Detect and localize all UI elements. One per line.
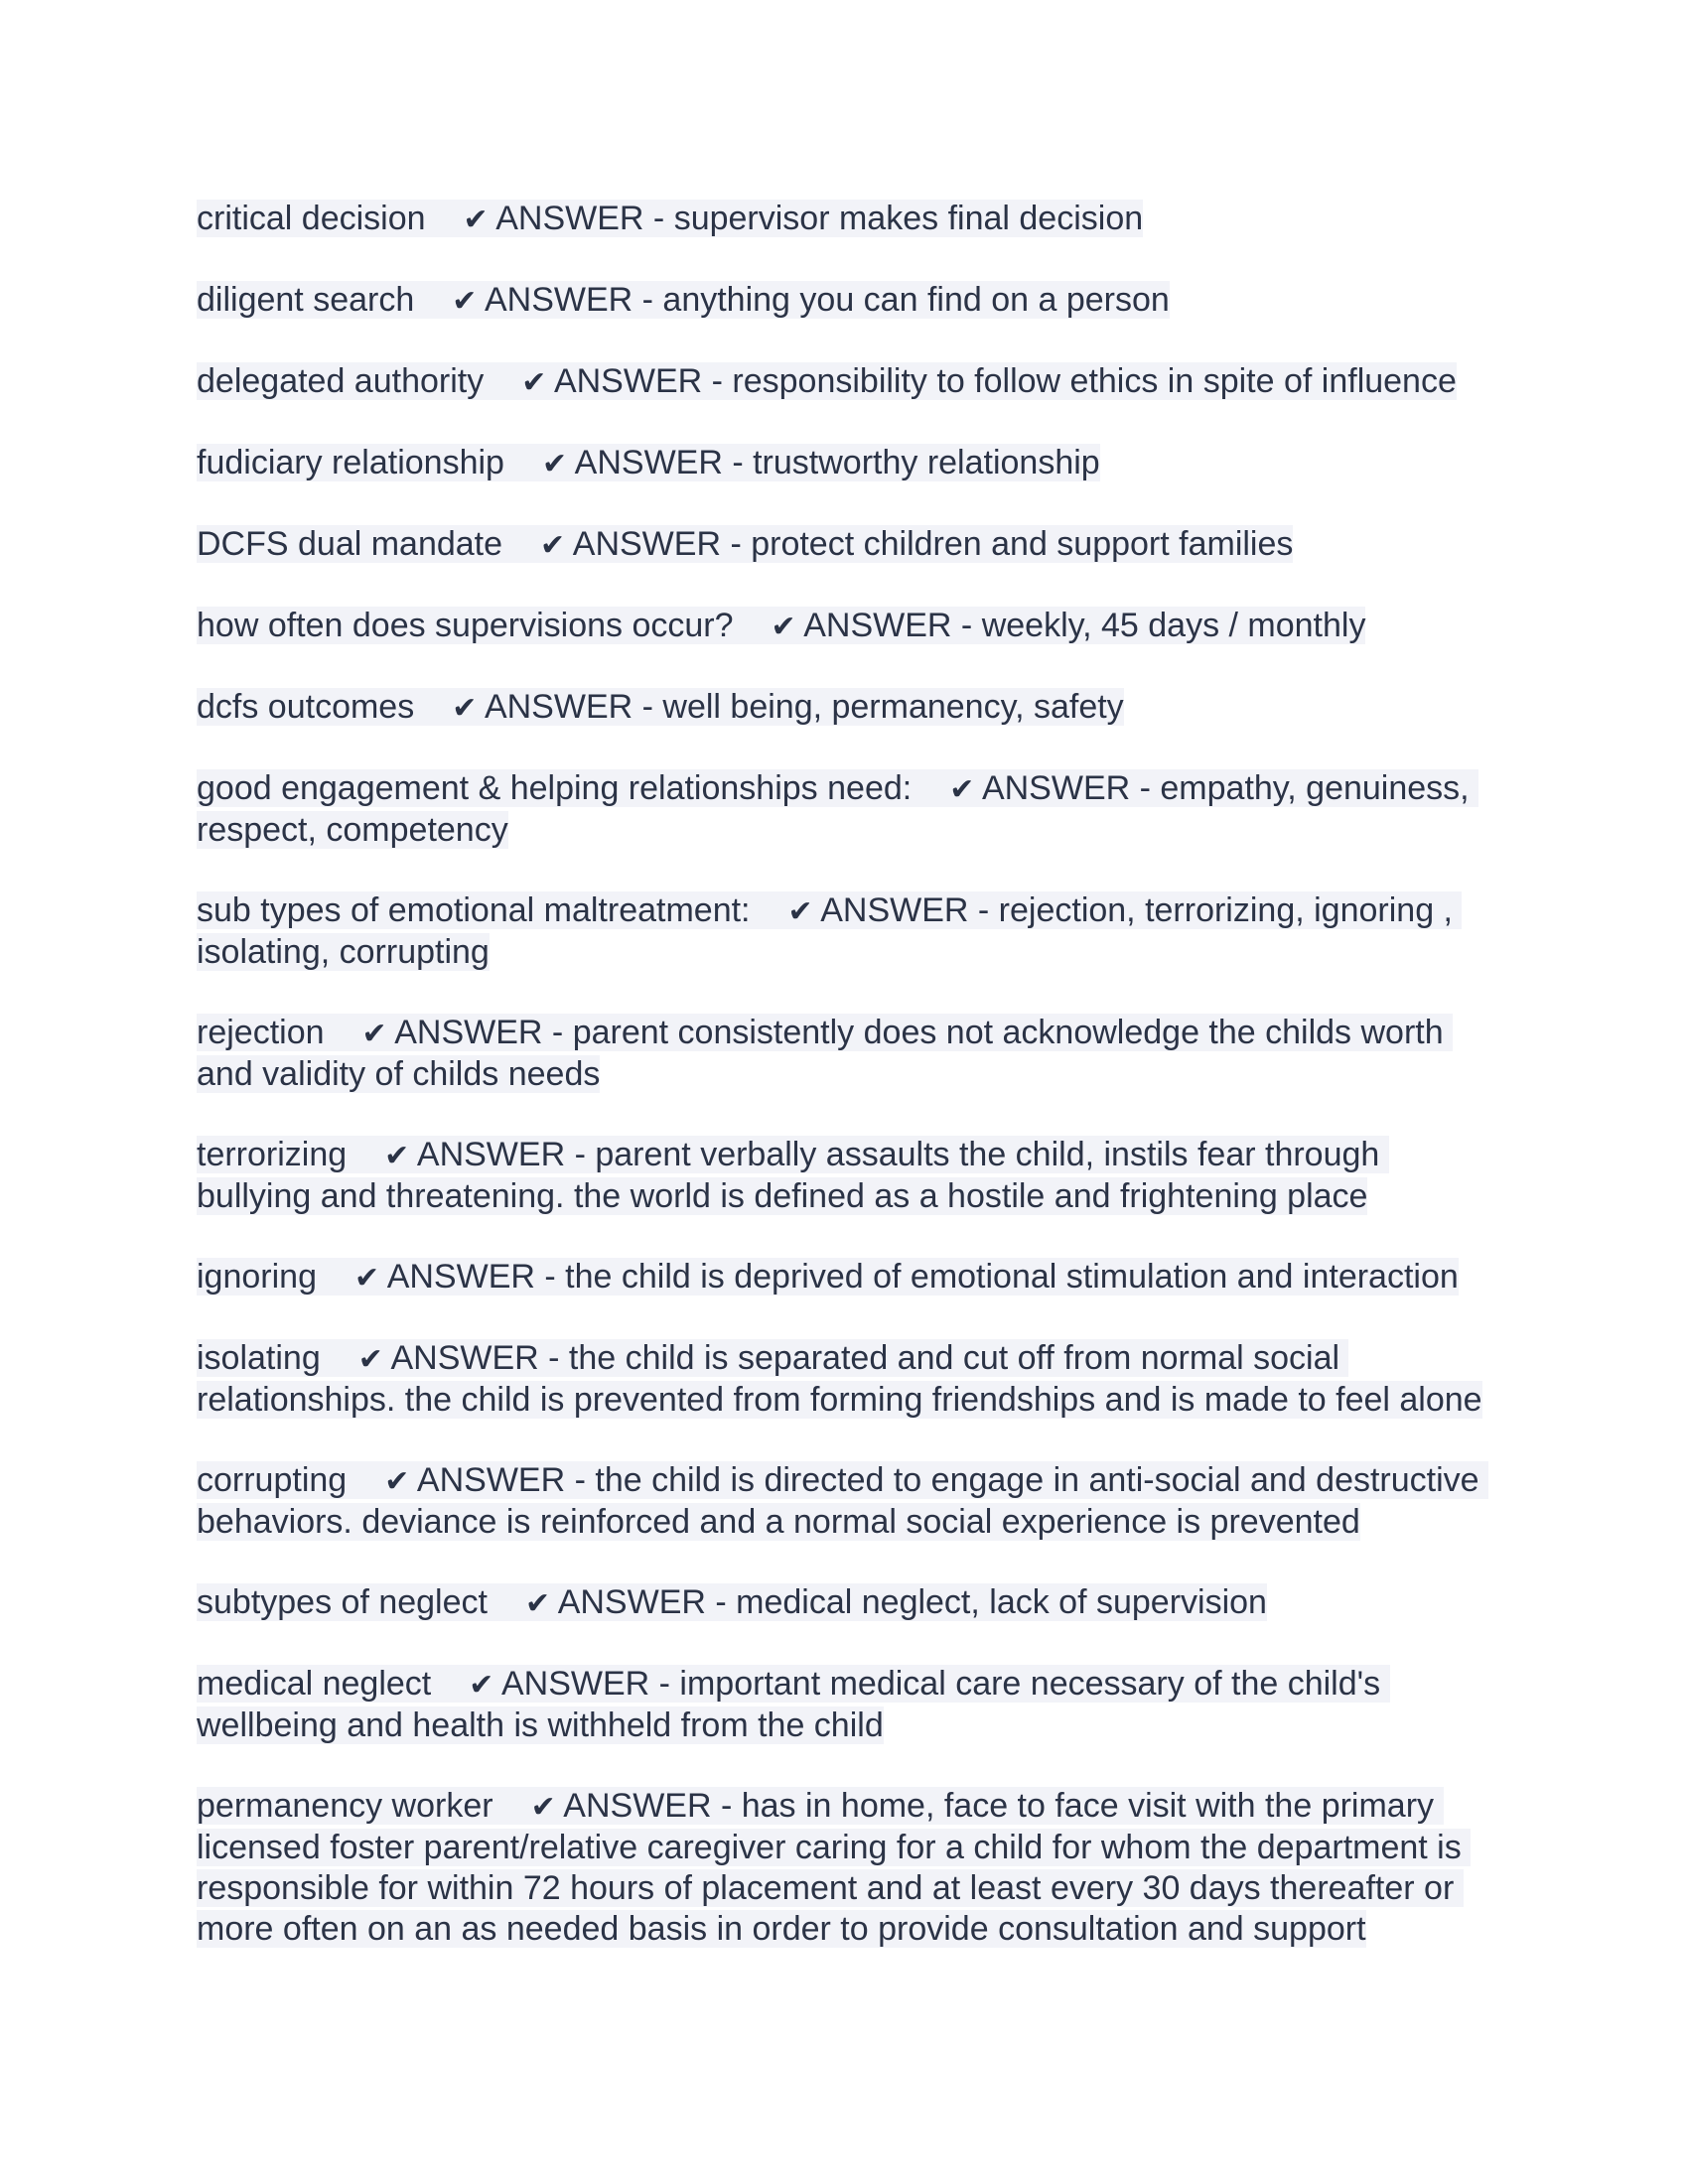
qa-item: [197, 1257, 1487, 1298]
answer-prefix: ANSWER -: [484, 688, 663, 726]
answer-prefix: ANSWER -: [386, 1258, 566, 1296]
qa-highlight: [197, 1136, 1389, 1215]
answer-text: parent consistently does not acknowledge the childs worth and validity of childs needs: [197, 1014, 1454, 1093]
qa-highlight: [197, 1787, 1471, 1948]
checkmark-icon: ✔: [357, 1342, 383, 1377]
term-text: corrupting: [197, 1461, 348, 1499]
qa-highlight: [197, 1583, 1267, 1621]
answer-prefix: ANSWER -: [803, 607, 982, 644]
qa-item: [197, 890, 1487, 973]
qa-highlight: [197, 891, 1462, 971]
term-text: ignoring: [197, 1258, 317, 1296]
answer-prefix: ANSWER -: [820, 891, 999, 929]
answer-text: medical neglect, lack of supervision: [736, 1583, 1267, 1621]
term-text: subtypes of neglect: [197, 1583, 488, 1621]
answer-prefix: ANSWER -: [574, 444, 754, 481]
answer-text: the child is directed to engage in anti-social and destructive behaviors. deviance is reinforced and a normal social experience is prevented: [197, 1461, 1489, 1541]
answer-prefix: ANSWER -: [416, 1461, 596, 1499]
term-text: terrorizing: [197, 1136, 348, 1173]
qa-item: [197, 1664, 1487, 1746]
answer-prefix: ANSWER -: [500, 1665, 680, 1703]
checkmark-icon: ✔: [361, 1017, 387, 1051]
term-text: diligent search: [197, 281, 415, 319]
answer-prefix: ANSWER -: [484, 281, 663, 319]
answer-text: has in home, face to face visit with the primary licensed foster parent/relative caregiver caring for a child for whom the department is responsible for within 72 hours of placement and at least every 30 days thereafter or more often on an as needed basis in order to provide consultation and support: [197, 1787, 1472, 1948]
answer-text: weekly, 45 days / monthly: [981, 607, 1366, 644]
qa-item: [197, 768, 1487, 851]
qa-item: [197, 1460, 1487, 1543]
answer-text: protect children and support families: [751, 525, 1294, 563]
answer-text: the child is deprived of emotional stimulation and interaction: [565, 1258, 1459, 1296]
term-text: critical decision: [197, 200, 426, 237]
answer-prefix: ANSWER -: [981, 769, 1161, 807]
answer-text: supervisor makes final decision: [673, 200, 1144, 237]
qa-highlight: [197, 607, 1365, 644]
answer-prefix: ANSWER -: [572, 525, 752, 563]
answer-text: trustworthy relationship: [753, 444, 1100, 481]
answer-text: parent verbally assaults the child, instils fear through bullying and threatening. the world is defined as a hostile and frightening place: [197, 1136, 1389, 1215]
qa-highlight: [197, 769, 1478, 849]
qa-item: [197, 606, 1487, 647]
term-text: DCFS dual mandate: [197, 525, 503, 563]
answer-prefix: ANSWER -: [390, 1339, 569, 1377]
term-text: how often does supervisions occur?: [197, 607, 734, 644]
qa-item: [197, 687, 1487, 729]
qa-item: [197, 443, 1487, 484]
term-text: fudiciary relationship: [197, 444, 504, 481]
checkmark-icon: ✔: [469, 1668, 494, 1703]
qa-item: [197, 280, 1487, 322]
qa-item: [197, 1135, 1487, 1217]
qa-highlight: [197, 200, 1143, 237]
term-text: permanency worker: [197, 1787, 493, 1825]
checkmark-icon: ✔: [771, 610, 796, 644]
checkmark-icon: ✔: [949, 772, 975, 807]
answer-prefix: ANSWER -: [416, 1136, 596, 1173]
answer-text: responsibility to follow ethics in spite of influence: [732, 362, 1457, 400]
qa-item: [197, 199, 1487, 240]
answer-text: well being, permanency, safety: [662, 688, 1124, 726]
checkmark-icon: ✔: [353, 1261, 380, 1296]
checkmark-icon: ✔: [452, 691, 478, 726]
answer-prefix: ANSWER -: [495, 200, 674, 237]
qa-highlight: [197, 1461, 1488, 1541]
checkmark-icon: ✔: [540, 528, 566, 563]
checkmark-icon: ✔: [787, 894, 813, 929]
term-text: isolating: [197, 1339, 321, 1377]
qa-highlight: [197, 1014, 1453, 1093]
qa-highlight: [197, 281, 1170, 319]
checkmark-icon: ✔: [463, 203, 489, 237]
qa-item: [197, 1013, 1487, 1095]
answer-prefix: ANSWER -: [394, 1014, 573, 1051]
qa-highlight: [197, 688, 1124, 726]
term-text: dcfs outcomes: [197, 688, 415, 726]
checkmark-icon: ✔: [524, 1586, 551, 1621]
checkmark-icon: ✔: [384, 1139, 410, 1173]
qa-list: [197, 199, 1487, 1989]
answer-text: anything you can find on a person: [662, 281, 1170, 319]
qa-highlight: [197, 1665, 1390, 1744]
answer-text: the child is separated and cut off from normal social relationships. the child is prevented from forming friendships and is made to feel alone: [197, 1339, 1482, 1419]
checkmark-icon: ✔: [541, 447, 568, 481]
checkmark-icon: ✔: [384, 1464, 410, 1499]
term-text: sub types of emotional maltreatment:: [197, 891, 751, 929]
qa-item: [197, 1786, 1487, 1950]
term-text: medical neglect: [197, 1665, 432, 1703]
qa-item: [197, 1338, 1487, 1421]
qa-highlight: [197, 362, 1457, 400]
qa-item: [197, 1582, 1487, 1624]
answer-prefix: ANSWER -: [553, 362, 733, 400]
qa-highlight: [197, 525, 1293, 563]
term-text: rejection: [197, 1014, 325, 1051]
checkmark-icon: ✔: [530, 1790, 556, 1825]
qa-item: [197, 524, 1487, 566]
qa-highlight: [197, 1339, 1482, 1419]
checkmark-icon: ✔: [521, 365, 547, 400]
answer-prefix: ANSWER -: [557, 1583, 737, 1621]
answer-prefix: ANSWER -: [563, 1787, 742, 1825]
term-text: good engagement & helping relationships need:: [197, 769, 913, 807]
answer-text: important medical care necessary of the child's wellbeing and health is withheld from the child: [197, 1665, 1390, 1744]
answer-text: empathy, genuiness, respect, competency: [197, 769, 1479, 849]
qa-highlight: [197, 444, 1100, 481]
checkmark-icon: ✔: [452, 284, 478, 319]
answer-text: rejection, terrorizing, ignoring , isolating, corrupting: [197, 891, 1463, 971]
term-text: delegated authority: [197, 362, 485, 400]
qa-item: [197, 361, 1487, 403]
qa-highlight: [197, 1258, 1459, 1296]
